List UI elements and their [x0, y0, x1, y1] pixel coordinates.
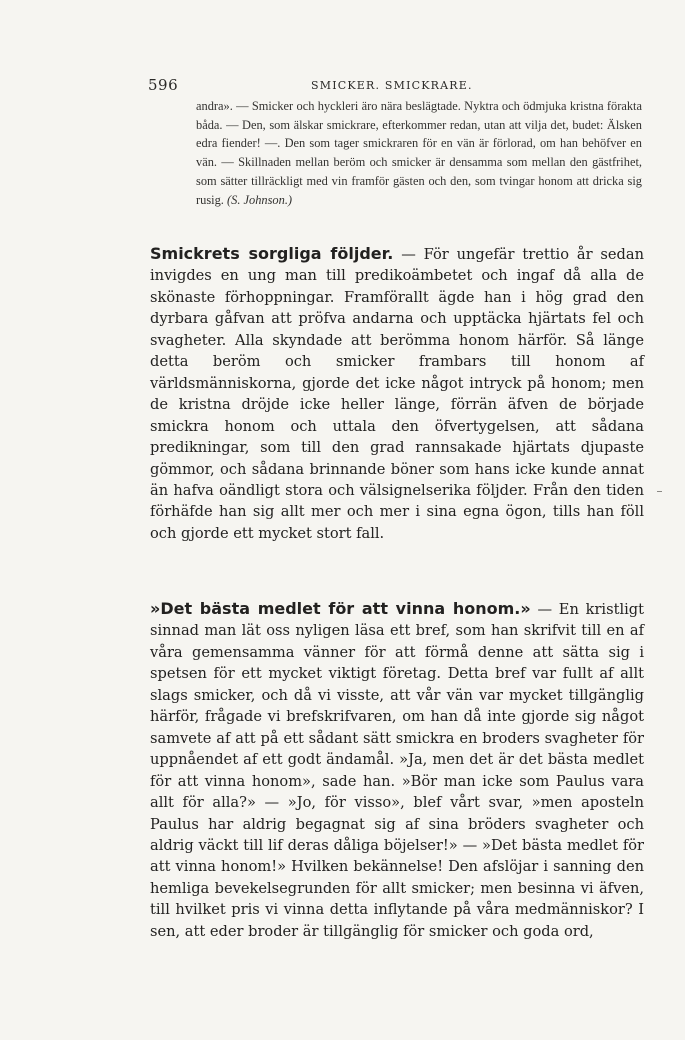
running-head: SMICKER. SMICKRARE.: [311, 79, 473, 92]
section-body: — En kristligt sinnad man lät oss nyligen läsa ett bref, som han skrifvit till en af våra gemensamma vänner för att förmå denne att sätta sig i spetsen för ett mycket viktigt företag. Detta bref var fullt af allt slags smicker, och då vi visste, att vår vän var mycket tillgänglig härför, frågade vi brefskrifvaren, om han då inte gjorde sig något samvete af att på ett sådant sätt smickra en broders svagheter för uppnåendet af ett godt ändamål. »Ja, men det är det bästa medlet för att vinna honom», sade han. »Bör man icke som Paulus vara allt för alla?» — »Jo, för visso», blef vårt svar, »men aposteln Paulus har aldrig begagnat sig af sina bröders svagheter och aldrig väckt till lif deras dåliga böjelser!» — »Det bästa medlet för att vinna honom!» Hvilken bekännelse! Den afslöjar i sanning den hemliga bevekelsegrunden för allt smicker; men besinna vi äfven, till hvilket pris vi vinna detta inflytande på våra medmänniskor? I sen, att eder broder är tillgänglig för smicker och goda ord,: [150, 601, 644, 940]
margin-mark: [657, 491, 662, 492]
section-smickrets-foljder: [150, 243, 644, 544]
quote-author: (S. Johnson.): [227, 192, 293, 207]
section-basta-medlet: [150, 598, 644, 942]
section-heading: Smickrets sorgliga följder.: [150, 244, 394, 263]
quote-paragraph: [196, 97, 642, 209]
quote-text: andra». — Smicker och hyckleri äro nära beslägtade. Nyktra och ödmjuka kristna förakta båda. — Den, som älskar smickrare, efterkommer redan, utan att vilja det, budet: Älsken edra fiender! —. Den som tager smickraren för en vän är förlorad, om han behöfver en vän. — Skillnaden mellan beröm och smicker är densamma som mellan den gästfrihet, som sätter tillräckligt med vin framför gästen och den, som tvingar honom att dricka sig rusig.: [196, 99, 642, 207]
section-body: — För ungefär trettio år sedan invigdes en ung man till predikoämbetet och ingaf då alla de skönaste förhoppningar. Framförallt ägde han i hög grad den dyrbara gåfvan att pröfva andarna och upptäcka hjärtats fel och svagheter. Alla skyndade att berömma honom härför. Så länge detta beröm och smicker frambars till honom af världsmänniskorna, gjorde det icke något intryck på honom; men de kristna dröjde icke heller länge, förrän äfven de började smickra honom och uttala den öfvertygelsen, att sådana predikningar, som till den grad rannsakade hjärtats djupaste gömmor, och sådana brinnande böner som hans icke kunde annat än hafva oändligt stora och välsignelserika följder. Från den tiden förhäfde han sig allt mer och mer i sina egna ögon, tills han föll och gjorde ett mycket stort fall.: [150, 246, 644, 542]
section-heading: »Det bästa medlet för att vinna honom.»: [150, 599, 531, 618]
page-number: 596: [148, 76, 179, 94]
